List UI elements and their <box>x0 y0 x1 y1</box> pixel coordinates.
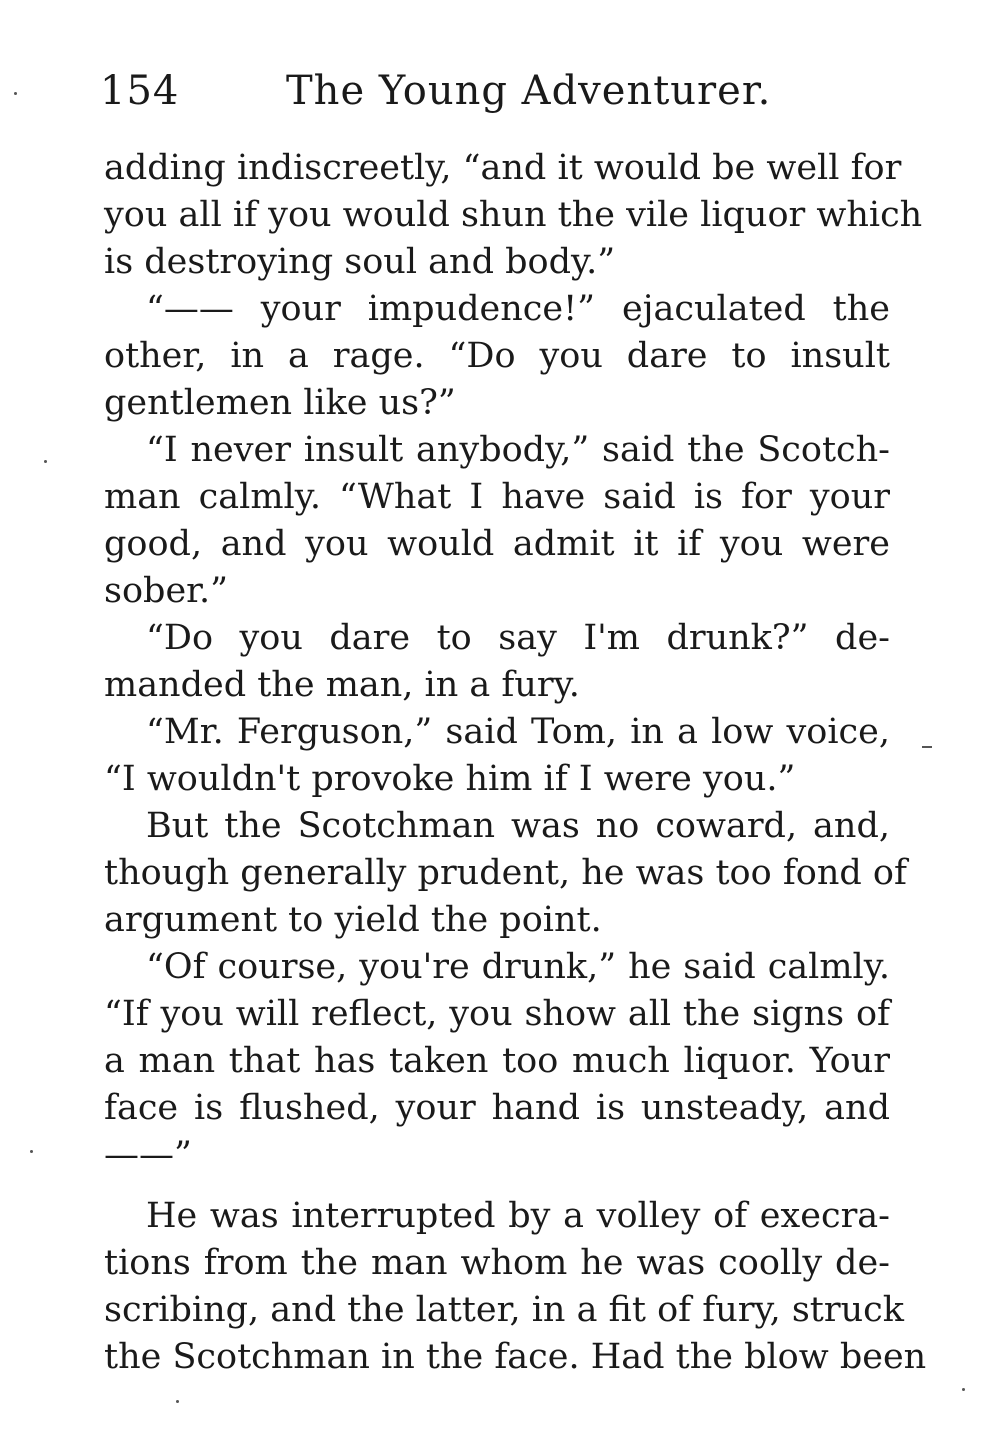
scan-speck <box>922 746 932 748</box>
text-line: argument to yield the point. <box>104 900 602 940</box>
text-line: is destroying soul and body.” <box>104 242 616 282</box>
text-line: tions from the man whom he was coolly de- <box>104 1243 890 1283</box>
text-line: He was interrupted by a volley of execra- <box>146 1196 890 1236</box>
text-line: though generally prudent, he was too fond of <box>104 853 907 893</box>
text-line: ——” <box>104 1135 192 1175</box>
text-line: a man that has taken too much liquor. Your <box>104 1041 890 1081</box>
text-line: “Do you dare to say I'm drunk?” de- <box>146 618 890 658</box>
text-line: the Scotchman in the face. Had the blow been <box>104 1337 927 1377</box>
text-line: “Of course, you're drunk,” he said calmly. <box>146 947 890 987</box>
text-line: manded the man, in a fury. <box>104 665 580 705</box>
text-line: good, and you would admit it if you were <box>104 524 890 564</box>
page-header <box>100 68 890 118</box>
text-line: sober.” <box>104 571 229 611</box>
body-text <box>104 145 927 1381</box>
text-line: other, in a rage. “Do you dare to insult <box>104 336 890 376</box>
text-line: gentlemen like us?” <box>104 383 456 423</box>
text-line: adding indiscreetly, “and it would be well for <box>104 148 902 188</box>
running-title: The Young Adventurer. <box>286 68 772 114</box>
text-line: But the Scotchman was no coward, and, <box>146 806 890 846</box>
scan-speck <box>44 460 47 463</box>
scan-speck <box>176 1400 179 1403</box>
scan-speck <box>30 1150 33 1153</box>
text-line: “Mr. Ferguson,” said Tom, in a low voice, <box>146 712 890 752</box>
text-line: “—— your impudence!” ejaculated the <box>146 289 890 329</box>
text-line: you all if you would shun the vile liquor which <box>104 195 923 235</box>
scan-speck <box>14 92 17 95</box>
text-line: “I never insult anybody,” said the Scotch- <box>146 430 890 470</box>
scan-speck <box>962 1388 965 1391</box>
text-line: “If you will reflect, you show all the signs of <box>104 994 890 1034</box>
text-line: man calmly. “What I have said is for your <box>104 477 890 517</box>
text-line: face is flushed, your hand is unsteady, and <box>104 1088 890 1128</box>
text-line: scribing, and the latter, in a fit of fury, struck <box>104 1290 904 1330</box>
page-number: 154 <box>100 68 180 114</box>
text-line: “I wouldn't provoke him if I were you.” <box>104 759 796 799</box>
